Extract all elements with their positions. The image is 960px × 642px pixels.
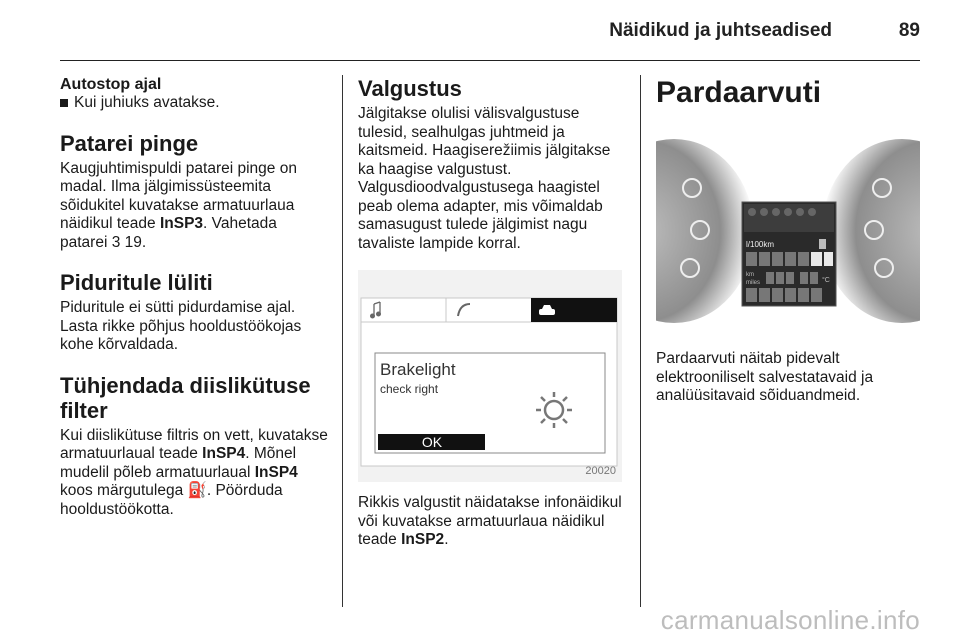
- filter-code: InSP4: [202, 445, 246, 462]
- instrument-cluster-figure: [656, 126, 920, 326]
- filter-code: InSP4: [254, 463, 298, 481]
- digit-segments: [746, 252, 833, 266]
- filter-text-end: . Pöörduda hooldustöökotta.: [60, 482, 283, 518]
- fuel-filter-paragraph: [60, 427, 328, 520]
- autostop-heading: Autostop ajal: [60, 76, 162, 93]
- autostop-bullet: [60, 94, 328, 113]
- onboard-computer-heading: Pardaarvuti: [656, 76, 822, 109]
- column-2: [358, 76, 626, 550]
- ok-button-label[interactable]: OK: [421, 434, 443, 450]
- battery-code: InSP3: [159, 215, 204, 232]
- miles-unit-label: miles: [746, 280, 761, 286]
- bullet-square-icon: [60, 99, 68, 107]
- caption-text: Rikkis valgustit näidatakse infonäidikul või kuvatakse armatuurlaua näidikul teade: [358, 494, 622, 548]
- watermark: carmanualsonline.info: [660, 605, 920, 635]
- filter-text-cont: . Mõnel mudelil põleb armatuurlaual: [60, 445, 297, 481]
- tachometer-dial: [822, 139, 920, 323]
- battery-text-cont: . Vahetada patarei: [60, 215, 277, 251]
- fuel-gauge-icon: [819, 239, 826, 249]
- brake-switch-paragraph: Piduritule ei sütti pidurdamise ajal. Lasta rikke põhjus hooldustöökojas kohe kõrvaldada.: [60, 299, 302, 353]
- brake-switch-heading: Piduritule lüliti: [60, 270, 213, 295]
- fuel-filter-heading: Tühjendada diislikütuse filter: [60, 372, 311, 423]
- brakelight-message-title: Brakelight: [380, 360, 456, 379]
- fuel-unit-label: l/100km: [746, 240, 775, 249]
- autostop-bullet-text: Kui juhiuks avatakse.: [74, 94, 220, 111]
- page-header: [60, 0, 920, 61]
- info-display-illustration: [358, 270, 622, 482]
- column-1: [60, 76, 328, 537]
- lighting-paragraph: Jälgitakse olulisi välisvalgustuse tulesid, sealhulgas juhtmeid ja kaitsmeid. Haagiserežiimis jälgitakse ka haagise valgustust. Valgusdioodvalgustusega haagistel peab olema adapter, mis võimaldab samasugust tulede jälgimist nagu tavaliste lampide korral.: [358, 105, 611, 252]
- battery-heading: Patarei pinge: [60, 130, 199, 156]
- filter-text: Kui diislikütuse filtris on vett, kuvatakse armatuurlaual teade: [60, 426, 328, 462]
- caption-code: InSP2: [401, 531, 445, 548]
- battery-paragraph: [60, 160, 328, 253]
- header-title: Näidikud ja juhtseadised: [609, 20, 832, 41]
- brakelight-message-sub: check right: [380, 382, 439, 396]
- column-divider: [342, 75, 343, 607]
- km-unit-label: km: [746, 272, 754, 278]
- column-divider: [640, 75, 641, 607]
- lighting-caption: [358, 494, 626, 550]
- temperature-unit-label: °C: [822, 277, 830, 284]
- battery-page-ref[interactable]: 3 19.: [111, 233, 147, 251]
- caption-end: .: [444, 531, 449, 548]
- page-number: 89: [898, 20, 920, 41]
- column-3: [656, 76, 924, 406]
- lighting-heading: Valgustus: [358, 76, 462, 101]
- speedometer-dial: [656, 139, 754, 323]
- filter-text-cont: koos märgutulega: [60, 482, 188, 499]
- onboard-computer-paragraph: Pardaarvuti näitab pidevalt elektrooniliselt salvestatavaid ja analüüsitavaid sõiduandmeid.: [656, 350, 874, 404]
- fuel-filter-warning-icon: ⛽: [187, 482, 207, 499]
- figure-number: 20020: [585, 464, 616, 477]
- battery-text: Kaugjuhtimispuldi patarei pinge on madal. Ilma jälgimissüsteemita sõidukitel kuvatakse armatuurlaua näidikul teade: [60, 159, 297, 232]
- info-display-figure: [358, 270, 622, 482]
- instrument-cluster-illustration: [656, 126, 920, 326]
